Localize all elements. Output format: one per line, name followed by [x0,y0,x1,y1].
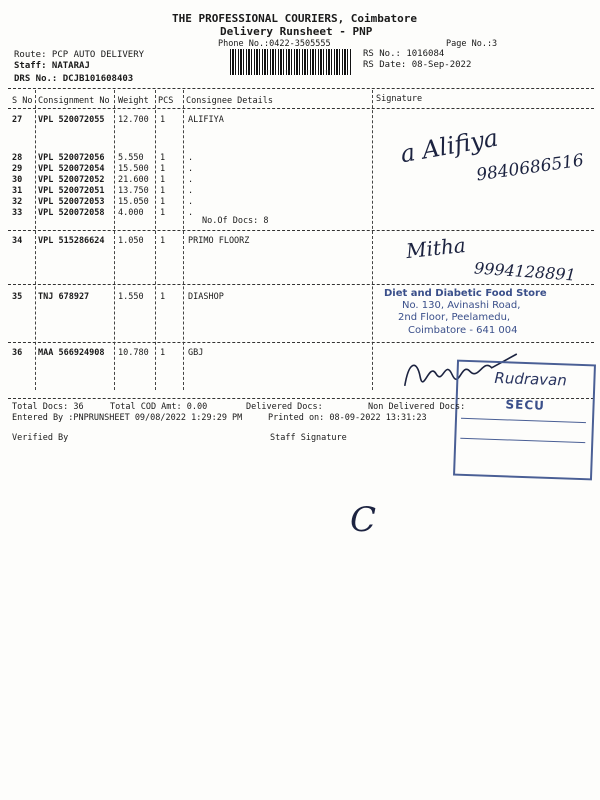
row-pcs: 1 [160,208,166,218]
total-cod: Total COD Amt: 0.00 [110,402,208,412]
row-weight: 5.550 [118,153,144,163]
stamp-line-1: Diet and Diabetic Food Store [384,288,547,299]
drs-number: DRS No.: DCJB101608403 [14,74,134,84]
row-weight: 4.000 [118,208,144,218]
col-weight: Weight [118,96,149,106]
verified-by: Verified By [12,433,69,443]
row-pcs: 1 [160,164,166,174]
column-line [372,90,373,390]
security-stamp [453,360,596,481]
staff: Staff: NATARAJ [14,61,90,71]
row-consignee: . [188,164,194,174]
row-consignment: VPL 520072058 [38,208,105,218]
column-line [114,90,115,390]
row-consignee: . [188,153,194,163]
page-number: Page No.:3 [446,39,498,49]
row-consignee: PRIMO FLOORZ [188,236,250,246]
divider [8,230,594,231]
row-consignee: . [188,197,194,207]
row-consignment: TNJ 678927 [38,292,90,302]
row-consignment: MAA 566924908 [38,348,105,358]
row-consignee: ALIFIYA [188,115,224,125]
document-title: Delivery Runsheet - PNP [220,25,373,38]
row-sno: 31 [12,186,23,196]
handwritten-phone-2: 9994128891 [473,258,577,285]
row-sno: 36 [12,348,23,358]
row-consignment: VPL 520072056 [38,153,105,163]
row-consignment: VPL 520072051 [38,186,105,196]
barcode [230,49,352,75]
row-weight: 15.500 [118,164,149,174]
col-sno: S No [12,96,33,106]
signature-alifiya: a Alifiya [398,123,501,169]
row-pcs: 1 [160,175,166,185]
row-sno: 33 [12,208,23,218]
route: Route: PCP AUTO DELIVERY [14,50,145,60]
row-pcs: 1 [160,115,166,125]
row-consignment: VPL 520072053 [38,197,105,207]
row-consignee: GBJ [188,348,204,358]
delivered-docs: Delivered Docs: [246,402,323,412]
row-consignee: . [188,175,194,185]
phone-number: Phone No.:0422-3505555 [218,39,331,49]
row-sno: 28 [12,153,23,163]
row-weight: 21.600 [118,175,149,185]
stamp-line-3: 2nd Floor, Peelamedu, [398,312,511,323]
signature-mitha: Mitha [404,232,467,264]
divider [8,342,594,343]
rs-date: RS Date: 08-Sep-2022 [363,60,472,70]
row-weight: 12.700 [118,115,149,125]
row-pcs: 1 [160,236,166,246]
row-consignee: . [188,208,194,218]
stamp-divider [461,418,586,423]
stamp-divider [460,438,585,443]
printed-on: Printed on: 08-09-2022 13:31:23 [268,413,427,423]
col-consignee: Consignee Details [186,96,273,106]
row-consignee: . [188,186,194,196]
row-weight: 1.550 [118,292,144,302]
row-consignee: DIASHOP [188,292,224,302]
rs-number: RS No.: 1016084 [363,49,445,59]
row-weight: 15.050 [118,197,149,207]
row-pcs: 1 [160,186,166,196]
col-signature: Signature [376,94,423,104]
col-pcs: PCS [158,96,174,106]
row-consignment: VPL 520072052 [38,175,105,185]
stamp-signature: Rudravan [494,368,568,390]
row-sno: 29 [12,164,23,174]
handwritten-phone-1: 9840686516 [475,150,586,186]
column-line [183,90,184,390]
row-weight: 13.750 [118,186,149,196]
row-pcs: 1 [160,153,166,163]
handwritten-mark: C [350,500,377,540]
row-consignment: VPL 520072055 [38,115,105,125]
divider [8,108,594,109]
row-consignment: VPL 520072054 [38,164,105,174]
row-sno: 30 [12,175,23,185]
entered-by: Entered By :PNPRUNSHEET 09/08/2022 1:29:29 PM [12,413,243,423]
divider [8,284,594,285]
row-pcs: 1 [160,292,166,302]
stamp-line-2: No. 130, Avinashi Road, [402,300,521,311]
column-line [35,90,36,390]
non-delivered-docs: Non Delivered Docs: [368,402,466,412]
row-sno: 34 [12,236,23,246]
row-sno: 27 [12,115,23,125]
row-weight: 1.050 [118,236,144,246]
divider [8,88,594,89]
staff-signature: Staff Signature [270,433,347,443]
group-doc-count: No.Of Docs: 8 [202,216,269,226]
row-pcs: 1 [160,197,166,207]
stamp-secu: SECU [505,397,546,413]
column-line [155,90,156,390]
row-sno: 35 [12,292,23,302]
row-consignment: VPL 515286624 [38,236,105,246]
total-docs: Total Docs: 36 [12,402,84,412]
row-sno: 32 [12,197,23,207]
row-weight: 10.780 [118,348,149,358]
col-consignment: Consignment No [38,96,110,106]
stamp-line-4: Coimbatore - 641 004 [408,325,518,336]
row-pcs: 1 [160,348,166,358]
company-name: THE PROFESSIONAL COURIERS, Coimbatore [172,12,418,25]
